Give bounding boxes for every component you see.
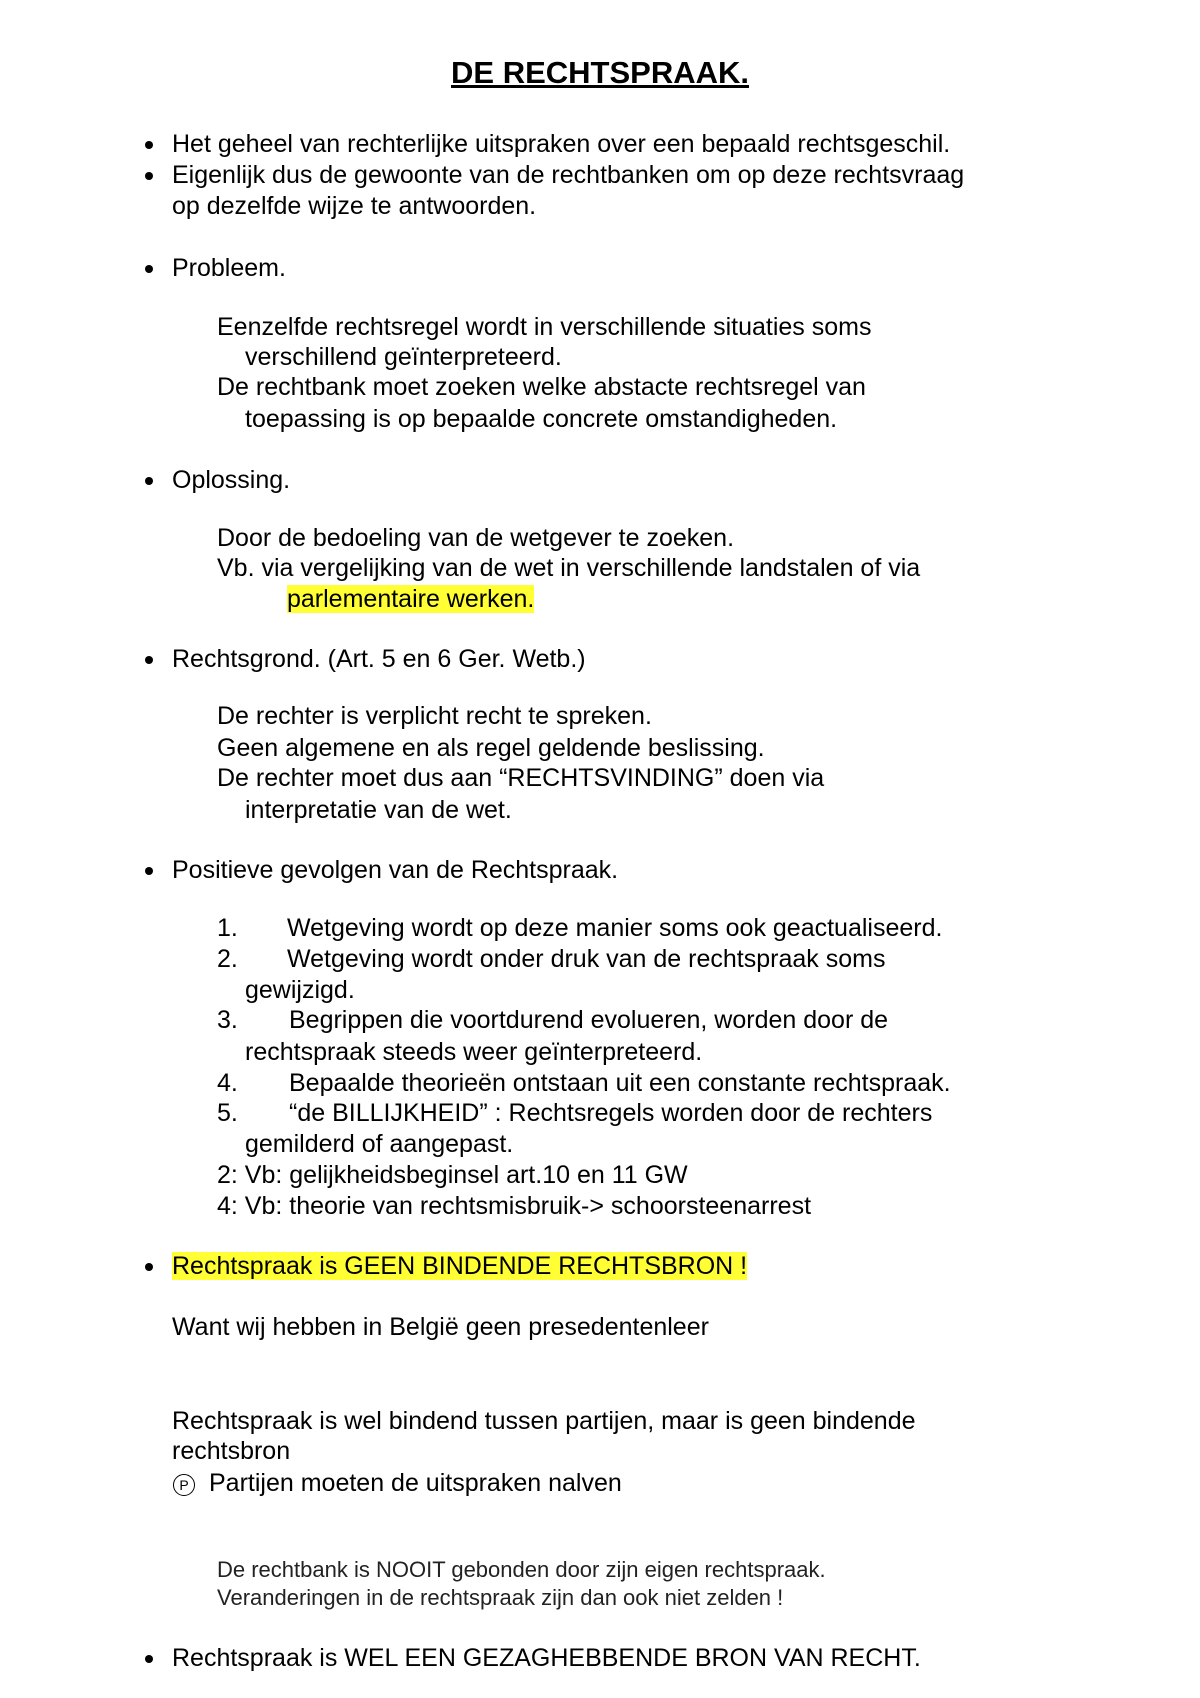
rechtsgrond-text-4: interpretatie van de wet. [245, 796, 512, 824]
bullet [145, 477, 153, 485]
rechtsgrond-text-1: De rechter is verplicht recht te spreken. [217, 702, 652, 730]
list-item-text: Wetgeving wordt onder druk van de rechtspraak soms [287, 945, 886, 973]
bullet [145, 172, 153, 180]
list-item-number: 1. [217, 914, 238, 942]
list-item-text: Bepaalde theorieën ontstaan uit een constante rechtspraak. [289, 1069, 951, 1097]
probleem-text-3: De rechtbank moet zoeken welke abstacte rechtsregel van [217, 373, 866, 401]
rechtsgrond-text-2: Geen algemene en als regel geldende beslissing. [217, 734, 765, 762]
geen-bron-heading [172, 1251, 747, 1281]
list-item-number: 3. [217, 1006, 238, 1034]
rechtsgrond-text-3: De rechter moet dus aan “RECHTSVINDING” doen via [217, 764, 825, 792]
list-item-text-cont: gemilderd of aangepast. [245, 1130, 514, 1158]
gevolgen-note-2: 4: Vb: theorie van rechtsmisbruik-> schoorsteenarrest [217, 1192, 812, 1220]
gevolgen-note-1: 2: Vb: gelijkheidsbeginsel art.10 en 11 GW [217, 1161, 688, 1189]
gezag-heading: Rechtspraak is WEL EEN GEZAGHEBBENDE BRON VAN RECHT. [172, 1644, 921, 1672]
geen-bron-text-2: Rechtspraak is wel bindend tussen partijen, maar is geen bindende [172, 1407, 916, 1435]
bullet [145, 656, 153, 664]
list-item-number: 2. [217, 945, 238, 973]
oplossing-text-3 [287, 584, 534, 614]
geen-bron-small-2: Veranderingen in de rechtspraak zijn dan ook niet zelden ! [217, 1585, 784, 1610]
probleem-heading: Probleem. [172, 254, 286, 282]
bullet [145, 141, 153, 149]
geen-bron-text-4: Partijen moeten de uitspraken nalven [209, 1469, 622, 1497]
intro-bullet-1: Het geheel van rechterlijke uitspraken over een bepaald rechtsgeschil. [172, 130, 951, 158]
probleem-text-2: verschillend geïnterpreteerd. [245, 343, 562, 371]
highlighted-text: parlementaire werken. [287, 585, 535, 613]
p-symbol-icon: P [173, 1474, 195, 1496]
probleem-text-1: Eenzelfde rechtsregel wordt in verschillende situaties soms [217, 313, 872, 341]
probleem-text-4: toepassing is op bepaalde concrete omstandigheden. [245, 405, 838, 433]
list-item-text: “de BILLIJKHEID” : Rechtsregels worden door de rechters [289, 1099, 933, 1127]
list-item-text-cont: gewijzigd. [245, 976, 355, 1004]
oplossing-heading: Oplossing. [172, 466, 291, 494]
oplossing-text-2: Vb. via vergelijking van de wet in verschillende landstalen of via [217, 554, 921, 582]
intro-bullet-2-line-2: op dezelfde wijze te antwoorden. [172, 192, 537, 220]
rechtsgrond-heading: Rechtsgrond. (Art. 5 en 6 Ger. Wetb.) [172, 645, 586, 673]
bullet [145, 1655, 153, 1663]
highlighted-text: Rechtspraak is GEEN BINDENDE RECHTSBRON ! [172, 1252, 748, 1280]
list-item-text: Begrippen die voortdurend evolueren, worden door de [289, 1006, 889, 1034]
geen-bron-text-3: rechtsbron [172, 1437, 291, 1465]
bullet [145, 265, 153, 273]
bullet [145, 867, 153, 875]
geen-bron-small-1: De rechtbank is NOOIT gebonden door zijn eigen rechtspraak. [217, 1557, 826, 1582]
intro-bullet-2-line-1: Eigenlijk dus de gewoonte van de rechtbanken om op deze rechtsvraag [172, 161, 965, 189]
bullet [145, 1263, 153, 1271]
list-item-text: Wetgeving wordt op deze manier soms ook geactualiseerd. [287, 914, 943, 942]
list-item-number: 4. [217, 1069, 238, 1097]
oplossing-text-1: Door de bedoeling van de wetgever te zoeken. [217, 524, 735, 552]
list-item-number: 5. [217, 1099, 238, 1127]
page-title: DE RECHTSPRAAK. [451, 55, 749, 90]
gevolgen-heading: Positieve gevolgen van de Rechtspraak. [172, 856, 619, 884]
geen-bron-text-1: Want wij hebben in België geen presedentenleer [172, 1313, 709, 1341]
list-item-text-cont: rechtspraak steeds weer geïnterpreteerd. [245, 1038, 703, 1066]
